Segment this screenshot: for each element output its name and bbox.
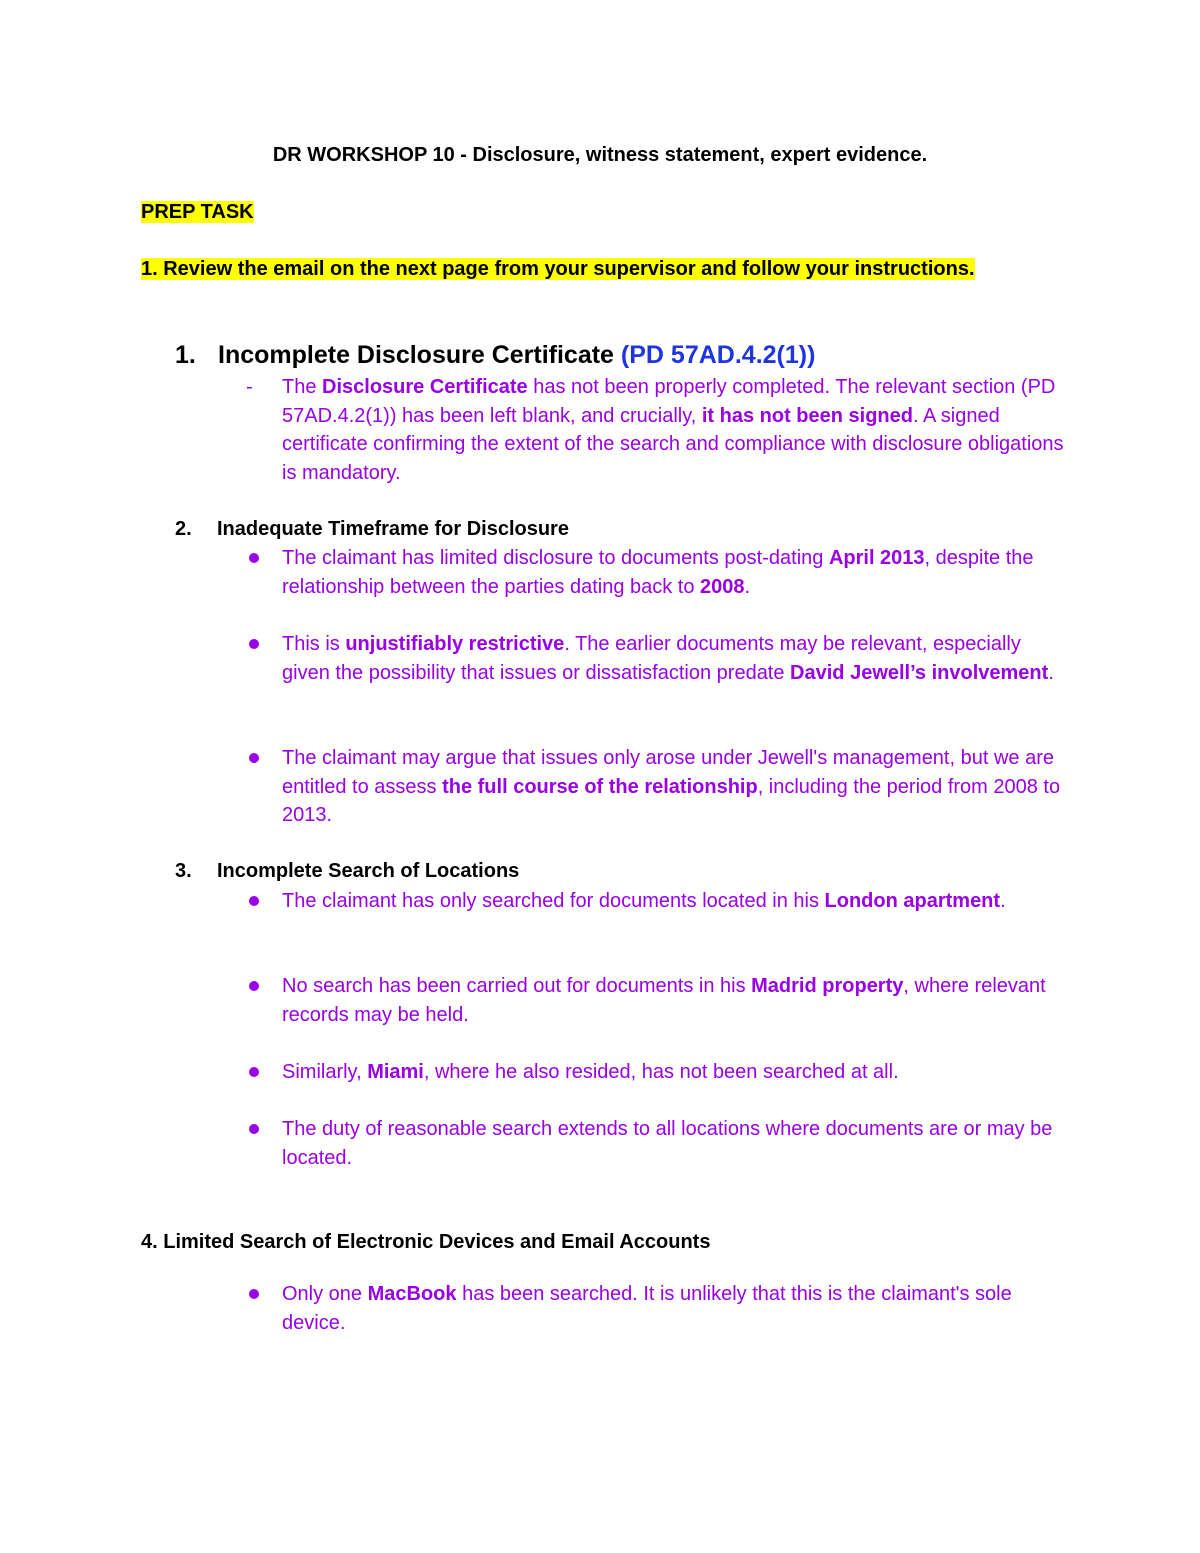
bullet-icon [249,1067,259,1077]
prep-task-highlight: PREP TASK [141,201,254,223]
section-2-point-3 [282,744,1072,830]
section-1-heading [175,339,815,371]
body-text: The [282,376,323,398]
body-text: . [744,575,751,598]
bullet-icon [249,753,259,763]
body-text: , including the period from 2008 to 2013. [282,775,1061,826]
body-text: Only one [282,1283,368,1305]
section-4-heading: 4. Limited Search of Electronic Devices and Email Accounts [141,1231,711,1253]
emphasis-text: the full course of the relationship [442,775,758,798]
section-reference: (PD 57AD.4.2(1)) [620,341,816,369]
section-2-point-1 [282,544,1072,601]
bullet-icon [249,1289,259,1299]
body-text: . [1000,890,1006,912]
emphasis-text: David Jewell’s involvement [790,661,1049,684]
section-1-point-1 [282,373,1072,487]
instruction-highlight: 1. Review the email on the next page from your supervisor and follow your instructions. [141,258,975,280]
section-3-point-4 [282,1115,1072,1172]
section-number: 1. [175,341,196,369]
dash-marker: - [246,376,253,398]
section-number: 3. [175,860,192,882]
body-text: . The earlier documents may be relevant, especially given the possibility that issues or dissatisfaction predate [282,633,1021,684]
emphasis-text: unjustifiably restrictive [345,633,565,655]
bullet-icon [249,639,259,649]
section-number: 2. [175,518,192,540]
body-text: The claimant has limited disclosure to documents post-dating [282,547,829,569]
section-2-heading [175,516,569,542]
emphasis-text: Miami [367,1061,424,1083]
body-text: , where he also resided, has not been searched at all. [423,1061,899,1083]
bullet-icon [249,1124,259,1134]
body-text: The duty of reasonable search extends to all locations where documents are or may be located. [282,1118,1053,1169]
emphasis-text: it has not been signed [701,404,913,427]
body-text: No search has been carried out for documents in his [282,975,752,997]
section-3-point-3 [282,1058,1072,1087]
document-title: DR WORKSHOP 10 - Disclosure, witness statement, expert evidence. [272,144,928,166]
body-text: has been searched. It is unlikely that this is the claimant's sole device. [282,1283,1012,1334]
body-text: . [1048,661,1054,684]
body-text: Similarly, [282,1061,368,1083]
emphasis-text: London apartment [824,890,1001,912]
prep-task-label [141,199,254,225]
emphasis-text: Madrid property [751,975,904,997]
emphasis-text: April 2013 [828,547,925,569]
section-3-point-2 [282,972,1072,1029]
section-3-point-1 [282,887,1072,916]
section-title: Inadequate Timeframe for Disclosure [217,518,569,540]
body-text: , where relevant records may be held. [282,975,1046,1026]
body-text: The claimant has only searched for documents located in his [282,890,825,912]
bullet-icon [249,981,259,991]
body-text: . A signed certificate confirming the extent of the search and compliance with disclosure obligations is mandatory. [282,404,1064,484]
section-title: Incomplete Search of Locations [217,860,520,882]
emphasis-text: Disclosure Certificate [322,376,528,398]
section-3-heading [175,858,519,884]
emphasis-text: 2008 [700,575,745,598]
body-text: , despite the relationship between the parties dating back to [282,547,1034,598]
bullet-icon [249,896,259,906]
body-text: This is [282,633,346,655]
body-text: The claimant may argue that issues only arose under Jewell's management, but we are entitled to assess [282,747,1054,798]
emphasis-text: MacBook [367,1283,457,1305]
section-2-point-2 [282,630,1072,687]
bullet-icon [249,553,259,563]
body-text: has not been properly completed. The relevant section (PD 57AD.4.2(1)) has been left blank, and crucially, [282,376,1056,427]
section-4-point-1 [282,1280,1072,1337]
section-title: Incomplete Disclosure Certificate [218,341,614,369]
prep-task-instruction [141,256,975,282]
